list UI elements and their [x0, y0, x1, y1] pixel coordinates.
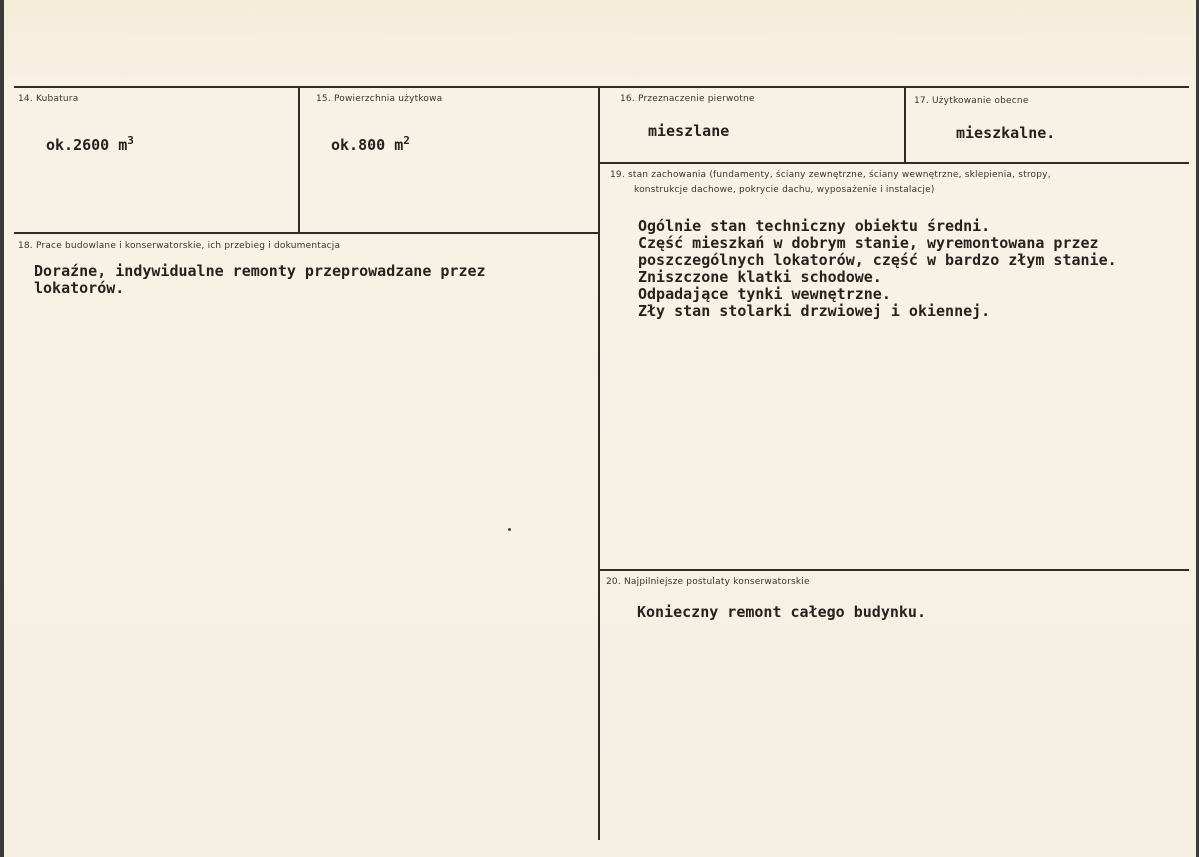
field-19-line: Ogólnie stan techniczny obiektu średni.: [638, 217, 991, 235]
field-15-exponent: 2: [403, 134, 410, 147]
field-15-value: [331, 134, 410, 154]
rule-under-16-17: [600, 162, 1189, 164]
field-19-text: [638, 218, 1117, 320]
paper-speck: [508, 528, 511, 531]
field-19-line: Odpadające tynki wewnętrzne.: [638, 285, 891, 303]
field-18-line: Doraźne, indywidualne remonty przeprowadzane przez: [34, 262, 486, 280]
field-19-line: Zły stan stolarki drzwiowej i okiennej.: [638, 302, 991, 320]
divider-16-17: [904, 88, 906, 162]
field-19-line: poszczególnych lokatorów, część w bardzo złym stanie.: [638, 251, 1117, 269]
divider-main: [598, 88, 600, 840]
field-19-line: Część mieszkań w dobrym stanie, wyremontowana przez: [638, 234, 1099, 252]
field-18-text: [34, 263, 486, 297]
field-19-label-line2: konstrukcje dachowe, pokrycie dachu, wyposażenie i instalacje): [634, 185, 935, 195]
field-19-label-line1: 19. stan zachowania (fundamenty, ściany zewnętrzne, ściany wewnętrzne, sklepienia, stropy,: [610, 170, 1051, 180]
field-17-label: 17. Użytkowanie obecne: [914, 96, 1029, 106]
field-18-line: lokatorów.: [34, 279, 125, 297]
rule-under-14-15: [14, 232, 600, 234]
field-15-label: 15. Powierzchnia użytkowa: [316, 94, 443, 104]
scan-edge-left: [0, 0, 4, 857]
field-20-label: 20. Najpilniejsze postulaty konserwatorskie: [606, 577, 810, 587]
field-14-exponent: 3: [127, 134, 134, 147]
field-18-label: 18. Prace budowlane i konserwatorskie, ich przebieg i dokumentacja: [18, 241, 341, 251]
field-14-label: 14. Kubatura: [18, 94, 79, 104]
rule-above-20: [600, 569, 1189, 571]
field-19-line: Zniszczone klatki schodowe.: [638, 268, 882, 286]
field-16-label: 16. Przeznaczenie pierwotne: [620, 94, 755, 104]
field-20-value: Konieczny remont całego budynku.: [637, 603, 926, 621]
field-14-text: ok.2600 m: [46, 136, 128, 154]
field-15-text: ok.800 m: [331, 136, 404, 154]
field-16-value: mieszlane: [648, 122, 730, 140]
field-14-value: [46, 134, 134, 154]
divider-14-15: [298, 88, 300, 233]
top-rule: [14, 86, 1189, 88]
field-17-value: mieszkalne.: [956, 124, 1056, 142]
